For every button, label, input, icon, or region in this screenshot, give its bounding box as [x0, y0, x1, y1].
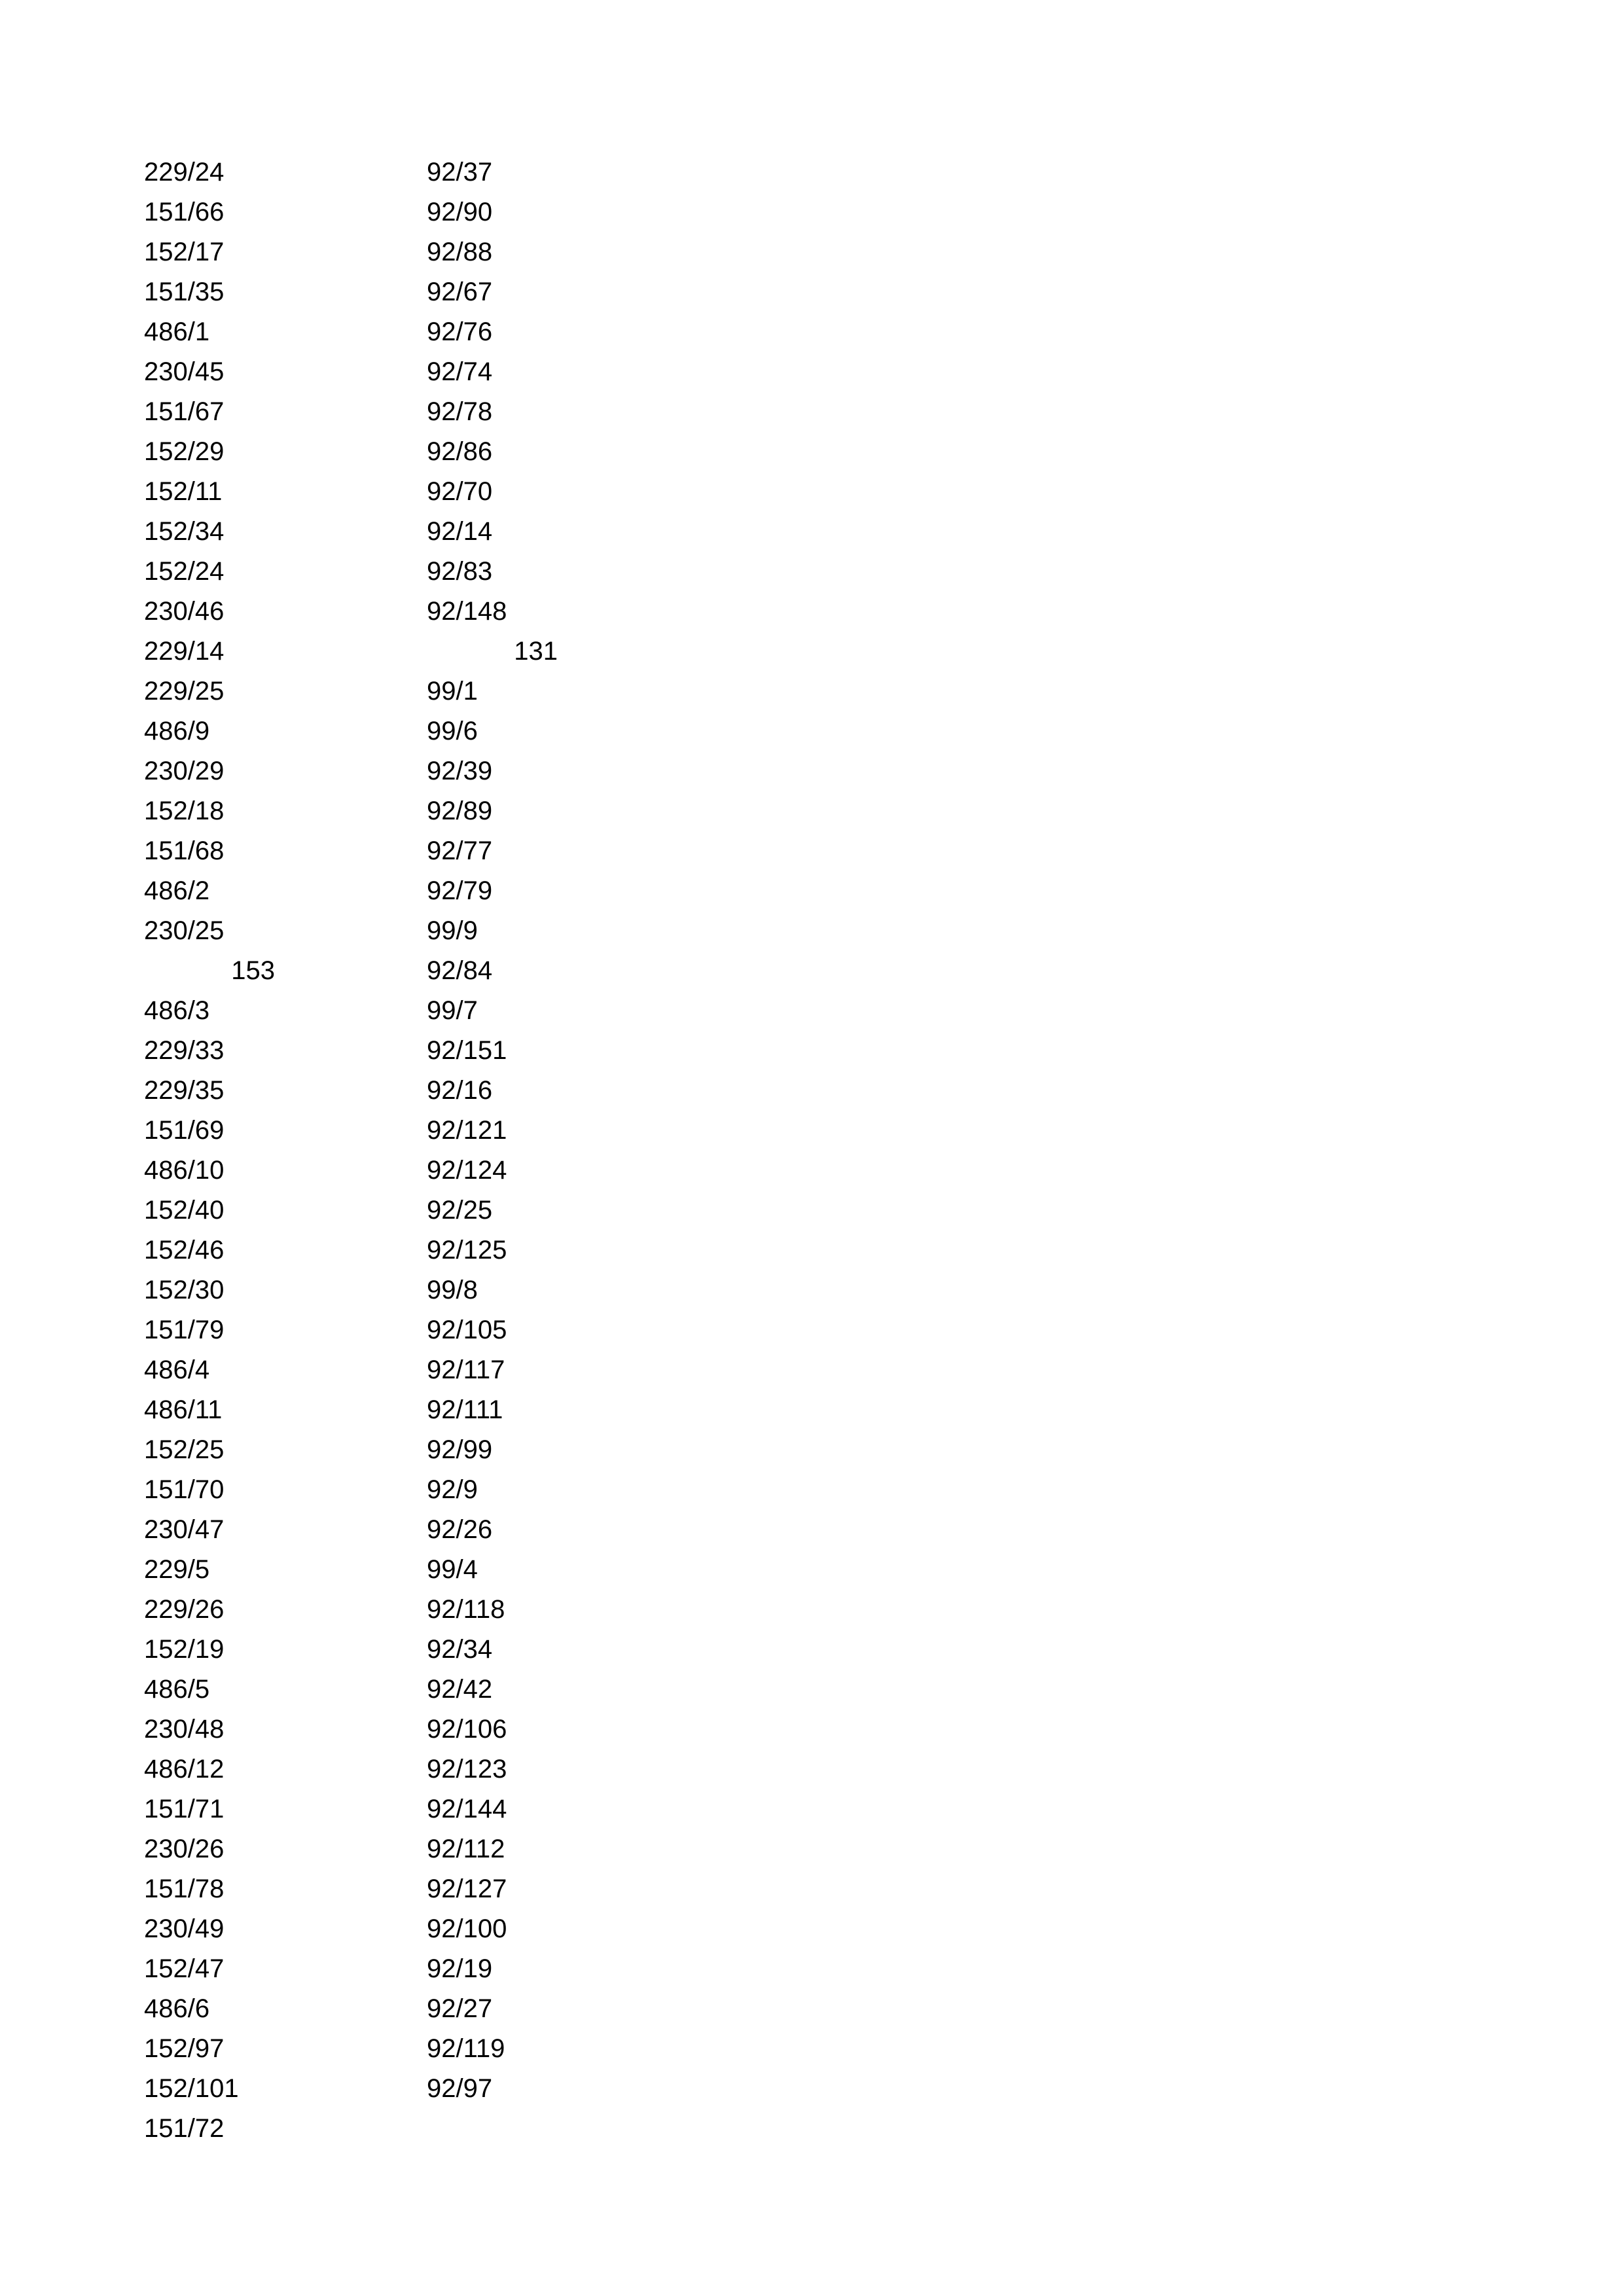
cell-value: 92/9: [427, 1475, 478, 1504]
cell-value: 486/12: [144, 1755, 225, 1784]
cell-value: 152/25: [144, 1435, 225, 1464]
cell-value: 92/14: [427, 517, 493, 546]
cell-value: 99/4: [427, 1555, 478, 1584]
cell-value: 486/3: [144, 996, 210, 1025]
cell-value: 92/117: [427, 1355, 505, 1384]
cell-value: 92/105: [427, 1316, 507, 1344]
cell-value: 92/42: [427, 1675, 493, 1704]
cell-value: 92/151: [427, 1036, 507, 1065]
cell-value: 230/48: [144, 1715, 225, 1744]
cell-value: 230/26: [144, 1835, 225, 1863]
cell-value: 92/39: [427, 757, 493, 785]
cell-value: 99/7: [427, 996, 478, 1025]
cell-value: 151/71: [144, 1795, 225, 1823]
cell-value: 131: [514, 637, 558, 666]
cell-value: 230/29: [144, 757, 225, 785]
cell-value: 92/78: [427, 397, 493, 426]
cell-value: 92/118: [427, 1595, 505, 1624]
cell-value: 92/67: [427, 278, 493, 306]
cell-value: 151/79: [144, 1316, 225, 1344]
cell-value: 151/66: [144, 198, 225, 226]
cell-value: 230/46: [144, 597, 225, 626]
cell-value: 92/148: [427, 597, 507, 626]
cell-value: 92/83: [427, 557, 493, 586]
cell-value: 151/78: [144, 1874, 225, 1903]
cell-value: 99/6: [427, 717, 478, 745]
cell-value: 152/19: [144, 1635, 225, 1664]
cell-value: 230/45: [144, 357, 225, 386]
cell-value: 92/119: [427, 2034, 505, 2063]
cell-value: 152/46: [144, 1236, 225, 1265]
cell-value: 152/97: [144, 2034, 225, 2063]
cell-value: 151/68: [144, 836, 225, 865]
cell-value: 486/4: [144, 1355, 210, 1384]
cell-value: 486/5: [144, 1675, 210, 1704]
cell-value: 99/8: [427, 1276, 478, 1304]
column-a: [144, 152, 419, 2149]
cell-value: 152/34: [144, 517, 225, 546]
cell-value: 151/69: [144, 1116, 225, 1145]
cell-value: 152/24: [144, 557, 225, 586]
cell-value: 92/97: [427, 2074, 493, 2103]
cell-value: 230/49: [144, 1914, 225, 1943]
cell-value: 229/5: [144, 1555, 210, 1584]
cell-value: 92/106: [427, 1715, 507, 1744]
cell-value: 486/1: [144, 317, 210, 346]
cell-value: 153: [231, 956, 275, 985]
cell-value: 92/34: [427, 1635, 493, 1664]
cell-value: 152/17: [144, 238, 225, 266]
cell-value: 486/10: [144, 1156, 225, 1185]
cell-value: 486/9: [144, 717, 210, 745]
cell-value: 92/27: [427, 1994, 493, 2023]
cell-value: 92/89: [427, 797, 493, 825]
cell-value: 92/99: [427, 1435, 493, 1464]
cell-value: 92/77: [427, 836, 493, 865]
cell-value: 92/124: [427, 1156, 507, 1185]
cell-value: 229/14: [144, 637, 225, 666]
cell-value: 99/9: [427, 916, 478, 945]
column-b: [427, 152, 702, 2109]
cell-value: 92/125: [427, 1236, 507, 1265]
cell-value: 92/79: [427, 876, 493, 905]
cell-value: 229/26: [144, 1595, 225, 1624]
cell-value: 152/40: [144, 1196, 225, 1225]
cell-value: 92/76: [427, 317, 493, 346]
cell-value: 152/18: [144, 797, 225, 825]
cell-value: 151/67: [144, 397, 225, 426]
cell-value: 151/72: [144, 2114, 225, 2143]
cell-value: 229/24: [144, 158, 225, 187]
cell-value: 486/2: [144, 876, 210, 905]
cell-value: 92/123: [427, 1755, 507, 1784]
cell-value: 92/100: [427, 1914, 507, 1943]
cell-value: 92/86: [427, 437, 493, 466]
cell-value: 229/35: [144, 1076, 225, 1105]
cell-value: 92/90: [427, 198, 493, 226]
cell-value: 229/25: [144, 677, 225, 706]
cell-value: 152/30: [144, 1276, 225, 1304]
cell-value: 99/1: [427, 677, 478, 706]
cell-value: 229/33: [144, 1036, 225, 1065]
cell-value: 92/121: [427, 1116, 507, 1145]
cell-value: 152/101: [144, 2074, 239, 2103]
cell-value: 92/70: [427, 477, 493, 506]
cell-value: 151/35: [144, 278, 225, 306]
cell-value: 152/11: [144, 477, 223, 506]
cell-value: 92/88: [427, 238, 493, 266]
cell-value: 152/29: [144, 437, 225, 466]
cell-value: 152/47: [144, 1954, 225, 1983]
cell-value: 92/127: [427, 1874, 507, 1903]
cell-value: 92/112: [427, 1835, 505, 1863]
cell-value: 92/144: [427, 1795, 507, 1823]
cell-value: 92/74: [427, 357, 493, 386]
cell-value: 486/11: [144, 1395, 223, 1424]
cell-value: 92/84: [427, 956, 493, 985]
cell-value: 230/25: [144, 916, 225, 945]
cell-value: 486/6: [144, 1994, 210, 2023]
cell-value: 92/16: [427, 1076, 493, 1105]
cell-value: 230/47: [144, 1515, 225, 1544]
cell-value: 151/70: [144, 1475, 225, 1504]
cell-value: 92/111: [427, 1395, 503, 1424]
cell-value: 92/25: [427, 1196, 493, 1225]
cell-value: 92/37: [427, 158, 493, 187]
cell-value: 92/19: [427, 1954, 493, 1983]
cell-value: 92/26: [427, 1515, 493, 1544]
